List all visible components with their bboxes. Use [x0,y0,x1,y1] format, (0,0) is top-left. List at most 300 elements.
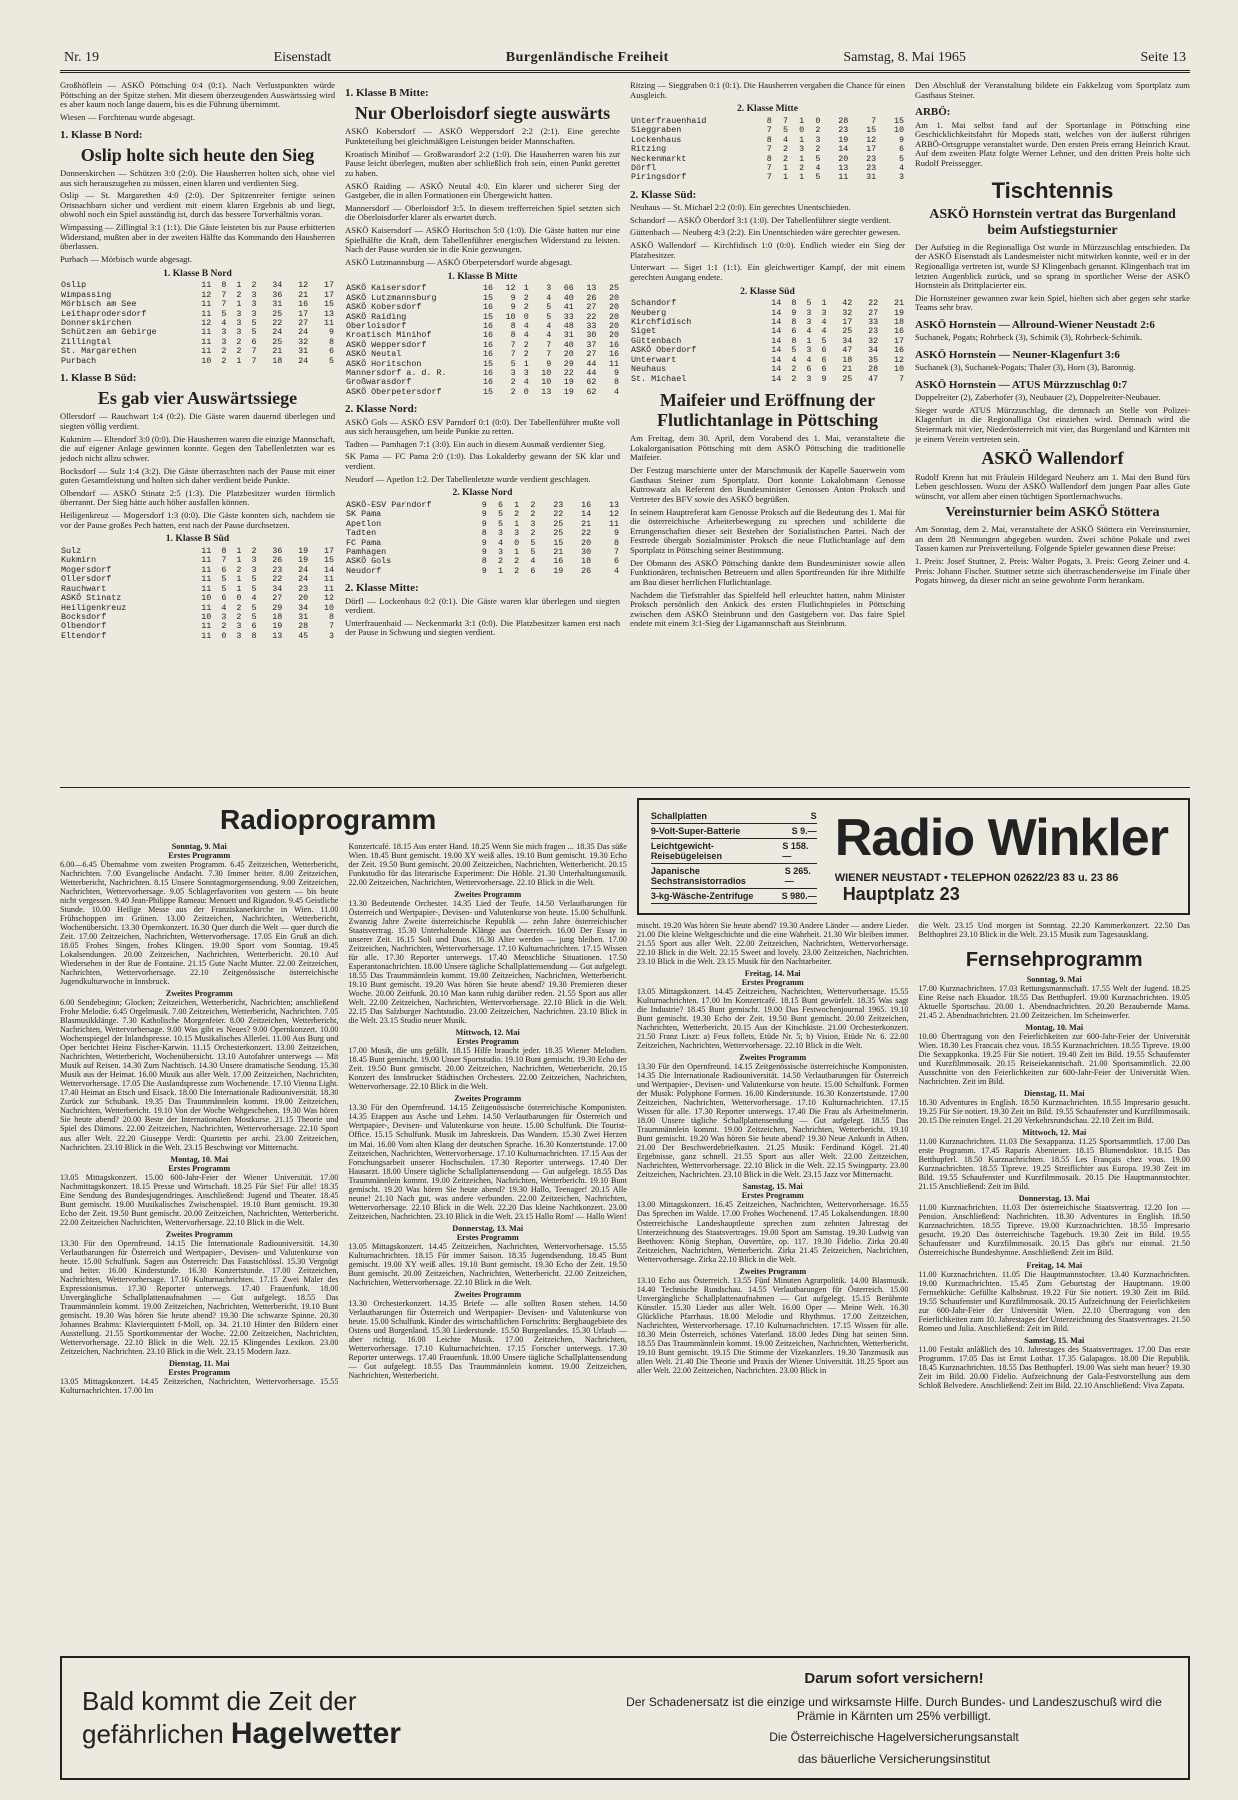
stat-cell: 2 [791,364,797,375]
program-text: 13.30 Für den Opernfreund. 14.15 Die Internationale Radiouniversität. 14.30 Verlautbarungen für Österreich und Wertpapier-, Devisen- und Valutenkurse von heute. 15.00 Schulfunk. Sagen aus Österreich: Das Faustschlössl. 15.30 Vergnügt und heiter. 16.00 Kinderstunde. 16.30 Konzertstunde. 17.00 Zeitzeichen, Nachrichten, Wettervorhersage. 17.10 Kulturnachrichten. 17.15 Zwei Maler des Expressionismus. 17.30 Reporter unterwegs. 17.40 Frauenfunk. 18.00 Unvergängliche Schallplattenaufnahmen — Gut aufgelegt. 18.55 Das Traummännlein kommt. 19.00 Zeitzeichen, Nachrichten, Wetterbericht. 19.10 Bunt gemischt. 19.30 Was hören Sie heute abend? 19.30 Die schwarze Spinne. 20.30 Johannes Brahms: Klavierquintett f-Moll, op. 34. 21.10 Hinter den Bildern einer Ausstellung. 21.55 Sportkommentar der Woche. 22.00 Zeitzeichen, Nachrichten, Wettervorhersage. 22.10 Blick in die Welt. 22.15 Klingendes Lexikon. 23.00 Zeitzeichen, Nachrichten. 23.10 Blick in die Welt. 23.15 Modern Jazz. [60,1238,339,1356]
ad-price-row [651,824,817,839]
stat-cell: 5 [251,611,257,622]
stat-cell: 1 [514,500,520,510]
sports-section [60,81,1190,781]
team-name-cell: Neckenmarkt [631,153,687,164]
stat-cell: 34 [868,345,879,356]
ad-price-list [651,809,817,904]
article-paragraph: ASKÖ Lutzmannsburg — ASKÖ Oberpetersdorf wurde abgesagt. [345,256,573,267]
team-name-cell: Neudorf [346,565,382,576]
team-name-cell: ASKÖ Kaisersdorf [346,283,427,294]
table-row [630,173,905,182]
program-heading: Freitag, 14. Mai [744,969,801,979]
stat-cell: 34 [272,583,283,594]
ad-brand: Radio Winkler [834,809,1168,867]
stat-cell: 7 [871,115,877,126]
stat-cell: 14 [771,373,782,384]
program-heading: Freitag, 14. Mai [1026,1260,1083,1270]
ad-line: Bald kommt die Zeit der [82,1685,357,1716]
stat-cell: 7 [766,172,772,183]
program-text: 13.10 Echo aus Österreich. 13.55 Fünf Minuten Agrarpolitik. 14.00 Blasmusik. 14.40 Technische Rundschau. 14.55 Verlautbarungen für Österreich. 15.00 Unvergängliche Schallplattenaufnahmen — Gut aufgelegt. 15.15 Berühmte Künstler. 15.30 Lieder aus aller Welt. 16.00 Oper — Meine Welt. 16.30 Glückliche Pfarrhaus. 18.00 Melodie und Rhythmus. 17.00 Zeitzeichen, Nachrichten, Wettervorhersage. 17.10 Kulturnachrichten. 17.15 Wissen für alle. 18.30 Mein Österreich, schönes Vaterland. 18.00 Jedes Ding hat seinen Sinn. 18.55 Das Traummännlein kommt. 19.00 Zeitzeichen, Nachrichten, Wetterbericht. 19.10 Bunt gemischt. 19.15 Die Stimme der Vizekanzlers. 19.30 Tanzmusik aus allen Welt. 21.40 Die Theorie und Praxis der Wiener Universität. 18.25 Sport aus aller Welt. 22.00 Zeitzeichen, Nachrichten. 23.00 Blick in [636,1275,909,1375]
stat-cell: 14 [771,317,782,328]
team-name-cell: ASKÖ Kobersdorf [346,302,422,313]
stat-cell: 5 [251,574,257,585]
stat-cell: 9 [613,528,619,539]
team-name-cell: Unterfrauenhaid [631,115,707,126]
program-text: 13.30 Orchesterkonzert. 14.35 Briefe — alle sollten Rosen stehen. 14.50 Verlautbarungen für Österreich und Wertpapier- Devisen- und Valutenkurse von heute. 15.00 Schulfunk. Kinder des wirtschaftlichen Fortschritts: Bergbaugebiete des Ostens und Burgenland. 15.30 Liederstunde. 15.50 Burgenlandes. 15.30 Urlaub — aber richtig. 16.00 Leichte Musik. 17.00 Zeitzeichen, Nachrichten, Wettervorhersage. 17.10 Kulturnachrichten. 17.15 Forscher unterwegs. 17.30 Reporter unterwegs. 17.40 Frauenfunk. 18.00 Unsere tägliche Schallplattensendung — Gut aufgelegt. 18.55 Das Traummännlein kommt. 19.00 Zeitzeichen, Nachrichten, Wetterbericht. [348,1298,627,1380]
ad-item: Japanische Sechstransistorradios [650,866,746,886]
article-headline: Oslip holte sich heute den Sieg [80,144,315,165]
program-heading: Montag, 10. Mai [1025,1023,1084,1033]
stat-cell: 33 [868,317,879,328]
stat-cell: 23 [866,163,877,174]
stat-cell: 23 [838,125,849,136]
stat-cell: 5 [821,335,827,346]
standings-table [60,547,335,641]
team-name-cell: Neuberg [631,307,667,318]
team-name-cell: ASKÖ Gols [346,556,392,567]
program-text: 13.05 Mittagskonzert. 14.45 Zeitzeichen, Nachrichten, Wettervorhersage. 15.55 Kulturnachrichten. 18.15 Für immer Saison. 18.35 Jugendsendung. 18.45 Bunt gemischt. 19.00 XY weiß alles. 19.10 Bunt gemischt. 19.30 Echo der Zeit. 19.50 Bunt gemischt. 20.00 Zeitzeichen, Nachrichten, Wetterbericht. 22.00 Zeitzeichen, Nachrichten, Wettervorhersage. 22.10 Blick in die Welt. [348,1241,627,1287]
radio-left-block [60,798,627,1668]
stat-cell: 24 [298,574,309,585]
ad-price: S 158.— [782,841,809,861]
stat-cell: 10 [541,377,552,388]
stat-cell: 29 [563,358,574,369]
program-text: 11.00 Kurznachrichten. 11.03 Die Sexappanza. 11.25 Sportsammtlich. 17.00 Das erste Programm. 17.45 Raparis Abenteuer. 18.15 Blumendoktor. 18.15 Das Betthupferl. 18.50 Kurznachrichten. 18.55 Les Français chez vous. 19.00 Kurznachrichten. 18.55 Tipreve. 19.25 Streiflichter aus Europa. 19.30 Zeit im Bild. 19.55 Schaufenster und Kurzfilmmosaik. 20.15 Die Hauptmannstochter. 21.15 Anschließend: Zeit im Bild. [918,1137,1190,1192]
stat-cell: 9 [481,565,487,576]
stat-cell: 4 [546,320,552,331]
stat-cell: 14 [771,354,782,365]
stat-cell: 7 [613,547,619,558]
stat-cell: 40 [563,339,574,350]
sports-column-2 [345,81,620,781]
article-paragraph: ASKÖ Wallendorf — Kirchfidisch 1:0 (0:0). Endlich wieder ein Sieg der Platzbesitzer. [630,240,905,260]
stat-cell: 11 [201,621,212,632]
stat-cell: 14 [771,326,782,337]
stat-cell: 40 [563,292,574,303]
team-name-cell: Sieggraben [631,125,682,136]
team-name-cell: Oslip [61,280,87,291]
team-name-cell: Pamhagen [346,547,387,558]
stat-cell: 8 [328,336,334,347]
radio-right-block [637,798,1190,1668]
ad-body: Der Schadenersatz ist die einzige und wirksamste Hilfe. Durch Bundes- und Landeszuschuß wird die Prämie in Kärnten um 25% verbilligt. [626,1694,1162,1723]
team-name-cell: ASKÖ Oberdorf [631,345,697,356]
stat-cell: 0 [523,311,529,322]
stat-cell: 20 [298,593,309,604]
stat-cell: 4 [221,602,227,613]
team-name-cell: Schandorf [631,298,677,309]
stat-cell: 19 [298,555,309,566]
table-row [60,632,335,641]
stat-cell: 14 [771,307,782,318]
stat-cell: 34 [272,280,283,291]
stat-cell: 12 [505,283,516,294]
stat-cell: 7 [546,339,552,350]
article-paragraph: Rudolf Krenn hat mit Fräulein Hildegard Neuherz am 1. Mai den Bund fürs Leben geschlossen. Wozu der ASKÖ Wallendorf dem jungen Paar alles Gute wünscht, vor allem aber einen tüchtigen Sportlernachwuchs. [915,471,1190,501]
program-text: 17.00 Kurznachrichten. 17.03 Rettungsmannschaft. 17.55 Welt der Jugend. 18.25 Eine Reise nach Ekuador. 18.55 Das Betthupferl. 19.00 Kurznachrichten. 19.05 Aktuelle Sportschau. 20.00 1. Abendnachrichten. 20.20 Bezaubernde Mama. 21.45 2. Abendnachrichten. 21.00 Zeitzeichen. Im Scheinwerfer. [918,984,1190,1021]
program-heading: Zweites Programm [454,890,522,900]
section-heading: 1. Klasse B Nord: [60,128,143,141]
stat-cell: 27 [586,349,597,360]
article-paragraph: Die Hornsteiner gewannen zwar kein Spiel, hielten sich aber gegen sehr starke Teams sehr brav. [915,292,1190,313]
stat-cell: 14 [771,364,782,375]
team-name-cell: Schützen am Gebirge [61,327,157,338]
stat-cell: 5 [806,298,812,309]
stat-cell: 4 [791,354,797,365]
stat-cell: 13 [541,386,552,397]
radio-section [60,798,1190,1668]
stat-cell: 3 [510,367,516,378]
stat-cell: 3 [251,289,257,300]
article-paragraph: Donnerskirchen — Schützen 3:0 (2:0). Die Hausherren holten sich, ohne viel aus sich herauszugehen zu müssen, einen klaren und verdienten Sieg. [60,167,335,188]
table-heading: 1. Klasse B Mitte [447,270,518,282]
stat-cell: 7 [766,125,772,136]
newspaper-name: Burgenländische Freiheit [505,50,669,65]
article-paragraph: Kroatisch Minihof — Großwarasdorf 2:2 (1:0). Die Hausherren waren bis zur Pause leicht überlegen, mußten aber schließlich froh sein, einen Punkt gerettet zu haben. [345,148,620,178]
stat-cell: 21 [893,298,904,309]
program-heading: Zweites Programm [454,1094,522,1104]
stat-cell: 2 [523,339,529,350]
stat-cell: 3 [221,336,227,347]
stat-cell: 12 [323,593,334,604]
standings-table [630,299,905,384]
stat-cell: 1 [799,134,805,145]
stat-cell: 2 [221,355,227,366]
stat-cell: 17 [866,144,877,155]
program-text: 6.00 Sendebeginn; Glocken; Zeitzeichen, Wetterbericht, Nachrichten; anschließend Frohe Melodie. 6.45 Orgelmusik. 7.00 Zeitzeichen, Wetterbericht, Nachrichten. 7.05 Blasmusikklänge. 7.30 Katholische Morgenfeier. 8.00 Zeitzeichen, Wetterbericht, Nachrichten, Wettervorhersage. 9.00 Was gibt es Neues? 9.00 Opernkonzert. 10.00 Wochenspiegel der Inlandspresse. 10.15 Musikalisches Allerlei. 11.00 Aus Burg und Oper berichtet Heinz Fischer-Karwin. 11.15 Orchesterkonzert. 13.00 Zeitzeichen, Nachrichten, Wetterbericht, Wochenübersicht. 13.10 Autofahrer unterwegs — Mit Musik auf Reisen. 14.30 Zum Nachtisch. 14.30 Unsere dramatische Sendung. 15.30 Musik aus der Heimat. 16.00 Musik aus aller Welt. 17.00 Zeitzeichen, Nachrichten, Wettervorhersage. 17.05 Die Auslandspresse zum Wochenende. 17.10 Vienna Light. 17.40 Heimat an Etsch und Eisack. 18.00 Die Internationale Radiouniversität. 18.30 Zurück zur Schubank. 19.35 Das Traummännlein kommt. 19.00 Zeitzeichen, Nachrichten, Wetterbericht. 19.10 Von der Woche Weltgeschehen. 19.30 Was hören Sie heute abend? 20.00 Beste der Internationalen Mostkurse. 21.15 Theorie und Spiel des Dämons. 22.00 Zeitzeichen, Nachrichten, Wettervorhersage. 22.10 Sport aus aller Welt. 22.20 Giuseppe Verdi: Quartetto per archi. 23.00 Zeitzeichen, Nachrichten. 23.10 Blick in die Welt. 23.15 Beschwingt vor Mitternacht. [60,998,339,1152]
stat-cell: 2 [221,621,227,632]
stat-cell: 2 [236,346,242,357]
stat-cell: 11 [323,583,334,594]
stat-cell: 1 [236,555,242,566]
stat-cell: 45 [298,630,309,641]
match-result: ASKÖ Hornstein — Neuner-Klagenfurt 3:6 [915,348,1120,361]
stat-cell: 3 [221,327,227,338]
stat-cell: 22 [272,317,283,328]
stat-cell: 22 [563,367,574,378]
standings-table [60,281,335,366]
stat-cell: 5 [251,583,257,594]
stat-cell: 14 [771,298,782,309]
stat-cell: 14 [323,564,334,575]
stat-cell: 5 [546,311,552,322]
stat-cell: 2 [523,302,529,313]
stat-cell: 19 [563,377,574,388]
stat-cell: 16 [581,500,592,510]
stat-cell: 3 [806,317,812,328]
article-paragraph: Neuhaus — St. Michael 2:2 (0:0). Ein gerechtes Unentschieden. [630,202,851,213]
team-name-cell: SK Pama [346,509,382,520]
stat-cell: 16 [608,339,619,350]
article-subheadline: ASKÖ Hornstein vertrat das Burgenland beim Aufstiegsturnier [929,207,1176,238]
article-paragraph: ASKÖ Gols — ASKÖ ESV Parndorf 0:1 (0:0). Der Tabellenführer mußte voll aus sich herausgehen, um beide Punkte zu retten. [345,416,620,437]
stat-cell: 22 [553,509,564,520]
program-heading: Mittwoch, 12. Mai [1022,1128,1087,1138]
article-headline: ASKÖ Wallendorf [981,448,1124,469]
stat-cell: 12 [201,289,212,300]
team-name-cell: Zillingtal [61,336,112,347]
article-paragraph: Unterwart — Siget 1:1 (1:1). Ein gleichwertiger Kampf, der mit einem gerechten Ausgang endete. [630,262,905,282]
section-heading: 1. Klasse B Mitte: [345,87,429,99]
team-name-cell: Tadten [346,528,377,539]
team-name-cell: Neuhaus [631,364,667,375]
stat-cell: 22 [581,528,592,539]
match-result: ASKÖ Hornstein — ATUS Mürzzuschlag 0:7 [915,378,1128,391]
stat-cell: 2 [815,125,821,136]
stat-cell: 26 [272,555,283,566]
stat-cell: 1 [236,546,242,557]
stat-cell: 3 [251,308,257,319]
stat-cell: 4 [497,537,503,548]
stat-cell: 16 [482,367,494,378]
team-name-cell: St. Michael [631,373,687,384]
stat-cell: 19 [298,546,309,557]
stat-cell: 2 [523,349,529,360]
stat-cell: 1 [782,163,788,174]
stat-cell: 20 [608,320,619,331]
program-heading: Zweites Programm [739,1266,807,1276]
stat-cell: 36 [272,546,283,557]
stat-cell: 9 [481,537,487,548]
page-header [60,40,1190,73]
stat-cell: 1 [236,299,242,310]
article-paragraph: Güttenbach — Neuberg 4:3 (2:2). Ein Unentschieden wäre gerechter gewesen. [630,227,901,238]
stat-cell: 5 [782,125,788,136]
stat-cell: 15 [482,386,494,397]
stat-cell: 1 [236,280,242,291]
stat-cell: 16 [482,302,494,313]
stat-cell: 1 [514,518,520,529]
stat-cell: 5 [251,317,257,328]
stat-cell: 11 [201,336,212,347]
team-name-cell: Mannersdorf a. d. R. [346,367,447,378]
stat-cell: 3 [898,172,904,183]
stat-cell: 8 [766,134,772,145]
stat-cell: 20 [608,330,619,341]
sports-column-4 [915,81,1190,781]
team-name-cell: Sulz [61,546,82,557]
stat-cell: 3 [236,630,242,641]
team-name-cell: Großwarasdorf [346,377,412,388]
tv-title: Fernsehprogramm [965,949,1143,972]
stat-cell: 66 [563,283,574,294]
program-text: 11.00 Festakt anläßlich des 10. Jahrestages des Staatsvertrages. 17.00 Das erste Programm. 17.05 Das ist Ernst Lothar. 17.35 Galapagos. 18.00 Die Republik. 18.45 Kurznachrichten. 18.55 Das Betthupferl. 19.00 Was sieht man heuer? 19.30 Zeit im Bild. 20.00 Fidelio. Aufzeichnung der Gala-Festvorstellung aus dem Schloß Belvedere. Anschließend: Zeit im Bild. 22.10 Anschließend: Viva Zapata. [918,1344,1190,1390]
stat-cell: 2 [514,565,520,576]
stat-cell: 2 [514,556,520,567]
ad-price: S 9.— [791,826,817,836]
program-heading: Erstes Programm [456,1232,519,1242]
stat-cell: 3 [514,528,520,539]
article-paragraph: SK Pama — FC Pama 2:0 (1:0). Das Lokalderby gewann der SK klar und verdient. [345,451,620,472]
section-heading: 2. Klasse Nord: [345,403,418,416]
stat-cell: 26 [586,292,597,303]
article-paragraph: Der Festzug marschierte unter der Marschmusik der Kapelle Sauerwein vom Gasthaus Steiner zum Sportplatz. Dort konnte Lokalobmann Genosse Kutrowatz als Referent den Bundesminister Genossen Anton Proksch und Vertreter des BFV sowie des ASKÖ begrüßen. [630,465,905,504]
stat-cell: 4 [782,134,788,145]
stat-cell: 7 [898,373,904,384]
team-name-cell: Oberloisdorf [346,320,407,331]
table-row [630,375,905,384]
stat-cell: 47 [868,373,879,384]
stat-cell: 4 [821,317,827,328]
stat-cell: 6 [821,364,827,375]
stat-cell: 15 [482,311,494,322]
stat-cell: 11 [201,564,212,575]
stat-cell: 9 [898,134,904,145]
stat-cell: 13 [838,163,849,174]
stat-cell: 2 [497,556,503,567]
stat-cell: 24 [298,327,309,338]
stat-cell: 36 [272,289,283,300]
stat-cell: 2 [236,602,242,613]
stat-cell: 1 [497,565,503,576]
stat-cell: 7 [766,163,772,174]
stat-cell: 6 [898,144,904,155]
stat-cell: 31 [298,611,309,622]
table-row [60,347,335,356]
stat-cell: 19 [272,621,283,632]
stat-cell: 4 [821,326,827,337]
stat-cell: 11 [323,574,334,585]
stat-cell: 37 [586,339,597,350]
stat-cell: 9 [791,307,797,318]
stat-cell: 1 [799,172,805,183]
stat-cell: 18 [581,556,592,567]
stat-cell: 7 [221,299,227,310]
program-heading: Sonntag, 9. Mai [171,842,227,851]
program-text: 13.30 Bedeutende Orchester. 14.35 Lied der Teufe. 14.50 Verlautbarungen für Österreich und Wertpapier-, Devisen- und Valutenkurse von heute. 15.00 Schulfunk. Zwanzig Jahre Zweite österreichische Republik — zehn Jahre österreichischer Staatsvertrag. 15.30 Unterhaltende Klänge aus Österreich. 16.00 Der Essay in unserer Zeit. 16.15 Soli und Duos. 16.30 Alter werden — jung bleiben. 17.00 Zeitzeichen, Nachrichten, Wettervorhersage. 17.10 Kulturnachrichten. 17.15 Wissen für alle. 17.30 Reporter unterwegs. 17.40 Menschliche Situationen. 17.50 Esperantonachrichten. 18.00 Unsere tägliche Schallplattensendung — Gut aufgelegt. 18.55 Das Traummännlein kommt. 19.00 Zeitzeichen, Nachrichten, Wetterbericht. 19.10 Bunt gemischt. 19.20 Was hören Sie heute abend? 19.30 Premieren dieser Woche. 20.00 Zeitfunk. 20.10 Man kann ruhig darüber reden. 21.55 Sport aus aller Welt. 22.00 Zeitzeichen, Nachrichten, Wettervorhersage. 22.10 Blick in die Welt. 22.15 Das Salzburger Nachtstudio. 23.00 Zeitzeichen, Nachrichten. 23.10 Blick in die Welt. 23.15 Studio neuer Musik. [348,899,627,1026]
stat-cell: 0 [523,386,529,397]
stat-cell: 3 [546,283,552,294]
stat-cell: 23 [553,500,564,510]
stat-cell: 35 [868,354,879,365]
stat-cell: 25 [272,336,283,347]
program-heading: Erstes Programm [168,1163,231,1173]
stat-cell: 8 [766,153,772,164]
stat-cell: 28 [838,115,849,126]
stat-cell: 7 [510,339,516,350]
stat-cell: 2 [251,280,257,291]
stat-cell: 2 [236,289,242,300]
stat-cell: 14 [771,335,782,346]
stat-cell: 3 [251,555,257,566]
program-heading: Mittwoch, 12. Mai [455,1028,520,1038]
stat-cell: 6 [806,364,812,375]
stat-cell: 7 [221,289,227,300]
stat-cell: 10 [541,367,552,378]
stat-cell: 27 [586,302,597,313]
stat-cell: 6 [613,556,619,567]
table-heading: 2. Klasse Süd [740,285,795,297]
stat-cell: 13 [323,308,334,319]
stat-cell: 33 [563,311,574,322]
stat-cell: 28 [298,621,309,632]
ad-price: S 980.— [781,891,817,901]
program-heading: Erstes Programm [741,978,804,988]
radio-winkler-ad [637,798,1190,915]
article-paragraph: ASKÖ Kobersdorf — ASKÖ Weppersdorf 2:2 (2:1). Eine gerechte Punkteteilung bei gleichmäßigen Leistungen beider Mannschaften. [345,126,620,147]
program-text: 13.05 Mittagskonzert. 15.00 600-Jahr-Feier der Wiener Universität. 17.00 Nachmittagskonzert. 18.15 Presse und Wirtschaft. 18.25 Für Sie! Für alle! 18.35 Eine Sendung des Bundesjugendringes. Anschließend: Jugend und Theater. 18.45 Bunt gemischt. 19.00 Musikalisches Zwischenspiel. 19.10 Bunt gemischt. 19.30 Echo der Zeit. 19.50 Bunt gemischt. 20.00 Zeitzeichen, Nachrichten, Wetterbericht. 22.00 Zeitzeichen Nachrichten, Wettervorhersage. 22.10 Blick in die Welt. [60,1172,339,1227]
radio-title: Radioprogramm [220,804,437,835]
stat-cell: 16 [482,320,494,331]
tv-listing [918,975,1190,1390]
stat-cell: 14 [838,144,849,155]
stat-cell: 6 [251,336,257,347]
team-name-cell: Heiligenkreuz [61,602,127,613]
article-paragraph: Sieger wurde ATUS Mürzzuschlag, die demnach an Stelle von Polizei-Klagenfurt in die Regionalliga Ost einziehen wird. Demnach wird die Steiermark mit vier, Niederösterreich mit vier, das Burgenland und Kärnten mit je einem Verein vertreten sein. [915,404,1190,444]
team-name-cell: ASKÖ Weppersdorf [346,339,427,350]
stat-cell: 16 [482,349,494,360]
stat-cell: 22 [586,311,597,322]
stat-cell: 18 [893,317,904,328]
stat-cell: 2 [251,546,257,557]
stat-cell: 20 [563,349,574,360]
team-name-cell: Siget [631,326,657,337]
section-heading: 2. Klasse Mitte: [345,582,419,595]
stat-cell: 12 [866,134,877,145]
tv-column [918,921,1190,1668]
stat-cell: 22 [868,298,879,309]
stat-cell: 19 [893,307,904,318]
stat-cell: 9 [481,518,487,529]
ad-item: Schallplatten [650,811,707,821]
radio-column-2 [348,842,626,1668]
stat-cell: 7 [782,115,788,126]
program-text: 10.00 Übertragung von den Feierlichkeiten zur 600-Jahr-Feier der Universität Wien. 18.30 Les Francais chez vous. 18.55 Kurznachrichten. 18.55 Tipreve. 19.00 Die Sexappkonka. 19.25 Für Sie notiert. 19.40 Zeit im Bild. 19.55 Schaufenster und Kurzfilmmosaik. 20.15 Reiseiekanntschaft. 21.00 Sportsammtlich. 22.00 Ausschnitte von den Feierlichkeiten zur 600-Jahr-Feier der Universität Wien. Nachrichten. Zeit im Bild. [918,1032,1190,1087]
stat-cell: 4 [613,386,619,397]
article-paragraph: Nachdem die Tiefstrahler das Spielfeld hell erleuchtet hatten, nahm Minister Proksch persönlich den Ankick des ersten Flutlichtspieles in Pöttsching zwischen dem ASKÖ Steinbrunn und den Gastgebern vor. Das faire Spiel endete mit einem 3:1-Sieg der Ligamannschaft aus Steinbrunn. [630,589,905,629]
team-name-cell: ASKÖ Stinatz [61,593,122,604]
stat-cell: 7 [328,621,334,632]
stat-cell: 3 [806,373,812,384]
team-name-cell: FC Pama [346,537,382,548]
table-row [630,318,905,327]
team-name-cell: Wimpassing [61,289,112,300]
team-name-cell: ASKÖ Oberpetersdorf [346,386,442,397]
article-paragraph: Großhöflein — ASKÖ Pöttsching 0:4 (0:1). Nach Verlustpunkten würde Pöttsching an der Spitze stehen. Mit diesem überzeugenden Auswärtssieg wird es aber kaum noch lange dauern, bis es die Führung übernimmt. [60,81,335,110]
stat-cell: 10 [505,311,516,322]
stat-cell: 12 [608,509,619,520]
stat-cell: 15 [323,299,334,310]
stat-cell: 4 [546,292,552,303]
stat-cell: 32 [868,335,879,346]
team-name-cell: Apetlon [346,518,382,529]
team-name-cell: Olbendorf [61,621,107,632]
stat-cell: 9 [510,292,516,303]
team-name-cell: Purbach [61,355,97,366]
article-paragraph: Dörfl — Lockenhaus 0:2 (0:1). Die Gäste waren klar überlegen und siegten verdient. [345,595,620,616]
program-text: 6.00—6.45 Übernahme vom zweiten Programm. 6.45 Zeitzeichen, Wetterbericht, Nachrichten. 7.00 Evangelische Andacht. 7.30 Immer heiter. 8.00 Zeitzeichen, Wetterbericht, Nachrichten. 8.15 Unsere Sonntagmorgensendung. 9.00 Zeitzeichen, Nachrichten, Wettervorhersage. 9.05 Schlagerfavoriten von gestern — bis heute nicht vergessen. 9.40 Jean-Philippe Rameau: Menuett und Rigaudon. 9.45 Geistliche Stunde. 10.00 Heilige Messe aus der Franziskanerkirche in Wien. 11.00 Frühschoppen im Grünen. 13.00 Zeitzeichen, Nachrichten, Wetterbericht, Wochenübersicht. 13.30 Opernkonzert. 16.30 Quer durch die Welt — quer durch die Zeit. 17.00 Zeitzeichen, Nachrichten, Wettervorhersage. 17.05 Ein Gruß an dich. 18.05 Frohes Singen, frohes Klingen. 19.00 Sport vom Sonntag. 19.45 Lokalsendungen. 20.00 Zeitzeichen, Nachrichten, Wetterbericht. 20.10 Auf Wiedersehen in der Rue de Fontaine. 21.15 Gute Nacht Mutter. 22.00 Zeitzeichen, Nachrichten, Wettervorhersage. 22.10 Zeitgenössische österreichische Jugendkulturwoche in Innsbruck. [60,860,339,987]
stat-cell: 5 [497,518,503,529]
stat-cell: 5 [221,574,227,585]
stat-cell: 48 [563,320,574,331]
stat-cell: 8 [613,377,619,388]
stat-cell: 9 [481,509,487,520]
stat-cell: 30 [581,547,592,558]
team-name-cell: ASKÖ Lutzmannsburg [346,292,437,303]
team-name-cell: Kirchfidisch [631,317,692,328]
stat-cell: 18 [272,611,283,622]
program-heading: Zweites Programm [739,1053,807,1063]
stat-cell: 8 [510,320,516,331]
stat-cell: 15 [323,555,334,566]
stat-cell: 8 [251,630,257,641]
stat-cell: 4 [523,330,529,341]
stat-cell: 25 [608,283,619,294]
team-name-cell: ASKÖ Neutal [346,349,402,360]
stat-cell: 20 [608,292,619,303]
stat-cell: 7 [766,144,772,155]
